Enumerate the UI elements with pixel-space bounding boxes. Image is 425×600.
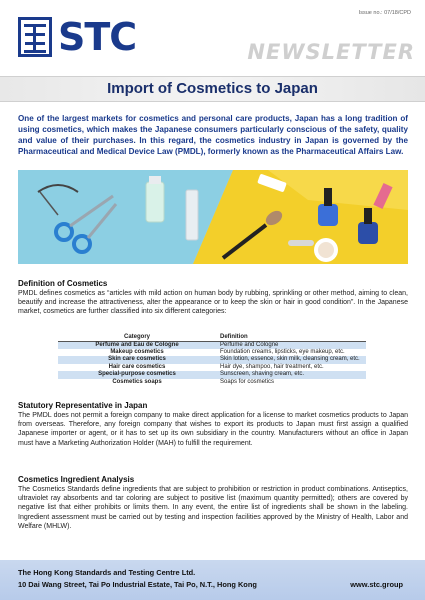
footer-organization: The Hong Kong Standards and Testing Centre Ltd. bbox=[18, 568, 196, 577]
table-cell-definition: Perfume and Cologne bbox=[216, 341, 366, 349]
footer-website-link[interactable]: www.stc.group bbox=[350, 580, 403, 589]
statutory-body: The PMDL does not permit a foreign company to make direct application for a license to market cosmetics products to Japan from overseas. Therefore, any foreign company that wishes to export its products to Japan must first assign a qualified Japanese importer or agent, or it has to set up its own subsidiary in the country. Manufacturers without an office in Japan must have a Marketing Authorization Holder (MAH) to fulfill the requirement. bbox=[18, 412, 408, 447]
stc-logo[interactable] bbox=[18, 16, 136, 58]
statutory-section bbox=[18, 400, 408, 448]
table-cell-definition: Skin lotion, essence, skin milk, cleansing cream, etc. bbox=[216, 356, 366, 363]
newsletter-label: NEWSLETTER bbox=[247, 40, 415, 64]
table-row bbox=[58, 341, 366, 349]
category-table bbox=[58, 333, 366, 386]
table-row bbox=[58, 364, 366, 371]
title-bar bbox=[0, 76, 425, 102]
ingredient-heading: Cosmetics Ingredient Analysis bbox=[18, 475, 135, 484]
table-header-category: Category bbox=[58, 333, 216, 341]
table-cell-category: Cosmetics soaps bbox=[112, 378, 162, 385]
issue-number: Issue no.: 07/18/CPD bbox=[358, 10, 411, 16]
table-cell-category: Hair care cosmetics bbox=[108, 363, 166, 370]
table-row bbox=[58, 379, 366, 386]
table-row bbox=[58, 356, 366, 363]
table-cell-definition: Hair dye, shampoo, hair treatment, etc. bbox=[220, 363, 324, 370]
table-cell-definition: Soaps for cosmetics bbox=[220, 378, 275, 385]
definition-heading: Definition of Cosmetics bbox=[18, 279, 108, 288]
intro-paragraph: One of the largest markets for cosmetics and personal care products, Japan has a long tradition of using cosmetics, which makes the Japanese consumers particularly conscious of the safety, quality and value of their purchases. In this regard, the cosmetics industry in Japan is governed by the Pharmaceutical and Medical Device Law (PMDL), formerly known as the Pharmaceutical Affairs Law. bbox=[18, 114, 408, 156]
table-cell-category: Skin care cosmetics bbox=[58, 356, 216, 363]
table-cell-category: Perfume and Eau de Cologne bbox=[58, 341, 216, 349]
table-cell-definition: Foundation creams, lipsticks, eye makeup, etc. bbox=[220, 348, 345, 355]
logo-text: STC bbox=[58, 15, 137, 59]
cosmetics-photo-image bbox=[18, 170, 408, 264]
cosmetics-photo bbox=[18, 170, 408, 264]
table-header-row bbox=[58, 333, 366, 341]
table-row bbox=[58, 371, 366, 378]
table-cell-category: Makeup cosmetics bbox=[110, 348, 164, 355]
page-title: Import of Cosmetics to Japan bbox=[107, 80, 318, 97]
header bbox=[0, 0, 425, 80]
statutory-heading: Statutory Representative in Japan bbox=[18, 401, 148, 410]
table-header-definition: Definition bbox=[216, 333, 366, 341]
ingredient-section bbox=[18, 474, 408, 531]
stc-logo-icon bbox=[18, 17, 52, 57]
table-cell-category: Special-purpose cosmetics bbox=[58, 371, 216, 378]
definition-section bbox=[18, 278, 408, 317]
table-row bbox=[58, 349, 366, 356]
footer-address: 10 Dai Wang Street, Tai Po Industrial Estate, Tai Po, N.T., Hong Kong bbox=[18, 580, 257, 589]
footer bbox=[0, 560, 425, 600]
table-cell-definition: Sunscreen, shaving cream, etc. bbox=[216, 371, 366, 378]
ingredient-body: The Cosmetics Standards define ingredients that are subject to prohibition or restriction in product combinations. Antiseptics, ultraviolet ray absorbents and tar coloring are subject to positive list (maximum quantity permitted); others are covered by negative list that either prohibits or limits them. In any event, the entire list of ingredients shall be shown in the labeling. Ingredient assessment must be carried out by testing and inspection facilities approved by the Ministry of Health, Labor and Welfare (MHLW). bbox=[18, 486, 408, 530]
definition-body: PMDL defines cosmetics as “articles with mild action on human body by rubbing, sprinkling or other method, aiming to clean, beautify and increase the attractiveness, alter the appearance or to keep the skin or hair in good condition”. In the Japanese market, cosmetics are further classified into six different categories: bbox=[18, 290, 408, 316]
